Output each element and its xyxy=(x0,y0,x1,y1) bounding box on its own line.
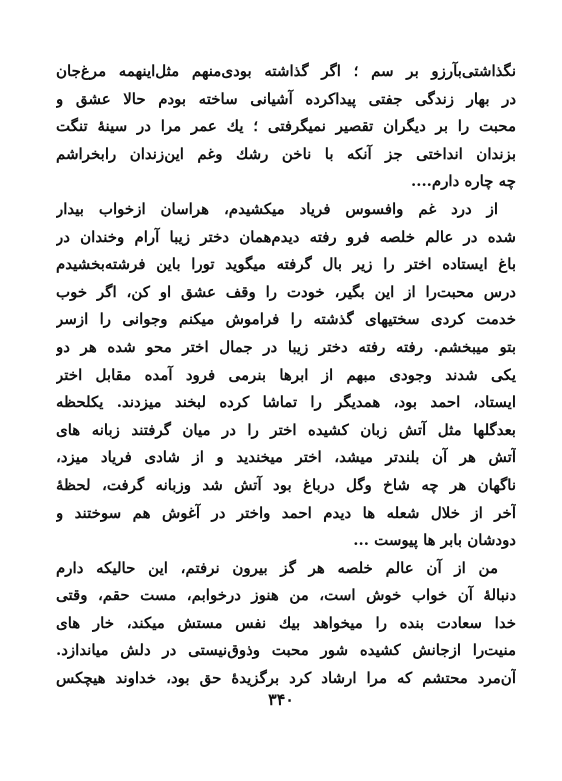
text-line: خدمت کردی سختیهای گذشته را فراموش میکنم وجوانی را ازسر xyxy=(56,310,516,329)
text-line: بتو میبخشم. رفته رفته دختر زیبا در جمال اختر محو شده هر دو xyxy=(56,337,516,356)
text-line: ناگهان هر چه شاخ وگل درباغ بود آتش شد وزبانه گرفت، لحظهٔ xyxy=(56,475,516,494)
text-line: ایستاد، احمد بود، همدیگر را تماشا کرده لبخند میزدند. یکلحظه xyxy=(56,393,516,412)
text-line: آن‌مرد محتشم که مرا ارشاد کرد برگزیدهٔ حق بود، خداوند هیچکس xyxy=(56,669,516,688)
text-line: منیت‌را ازجانش کشیده شور محبت وذوق‌نیستی در دلش میاندازد. xyxy=(56,641,516,660)
text-line: باغ ایستاده اختر را زیر بال گرفته میگوید تورا باین فرشته‌بخشیدم xyxy=(56,255,516,274)
text-line: من از آن عالم خلصه هر گز بیرون نرفتم، این حالیکه دارم xyxy=(56,558,498,577)
text-line: از درد غم وافسوس فریاد میکشیدم، هراسان ازخواب بیدار xyxy=(56,199,498,218)
text-line: بعدگلها مثل آتش زبان کشیده اختر را در میان گرفتند زبانه های xyxy=(56,420,516,439)
text-line: شده در عالم خلصه فرو رفته دیدم‌همان دختر زیبا آرام وخندان در xyxy=(56,227,516,246)
text-line: یکی شدند وجودی مبهم از ابرها بنرمی فرود آمده مقابل اختر xyxy=(56,365,516,384)
text-line: در بهار زندگی جفتی پیداکرده آشیانی ساخته بودم حالا عشق و xyxy=(56,89,516,108)
text-line: بزندان انداختی جز آنکه با ناخن رشك وغم این‌زندان رابخراشم xyxy=(56,144,516,163)
page-number: ۳۴۰ xyxy=(268,690,294,709)
text-line: آخر از خلال شعله ها دیدم احمد واختر در آغوش هم سوختند و xyxy=(56,503,516,522)
text-line: آتش هر آن بلندتر میشد، اختر میخندید و از شادی فریاد میزد، xyxy=(56,448,516,467)
text-line: دنبالهٔ آن خواب خوش است، من هنوز درخوابم، مست حقم، وقتی xyxy=(56,586,516,605)
text-line: چه چاره دارم.... xyxy=(411,172,516,191)
text-line: نگذاشتی‌بآرزو بر سم ؛ اگر گذاشته بودی‌منهم مثل‌اینهمه مرغ‌جان xyxy=(56,62,516,80)
text-line: درس محبت‌را از این بگیر، خودت را وقف عشق او کن، اگر خوب xyxy=(56,282,516,301)
text-line: محبت را بر دیگران تقصیر نمیگرفتی ؛ یك عمر مرا در سینهٔ تنگت xyxy=(56,117,516,136)
text-line: دودشان بابر ها پیوست ... xyxy=(353,531,516,550)
text-line: خدا سعادت بنده را میخواهد بیك نفس مستش میکند، خار های xyxy=(56,613,516,632)
page-text xyxy=(56,58,516,693)
